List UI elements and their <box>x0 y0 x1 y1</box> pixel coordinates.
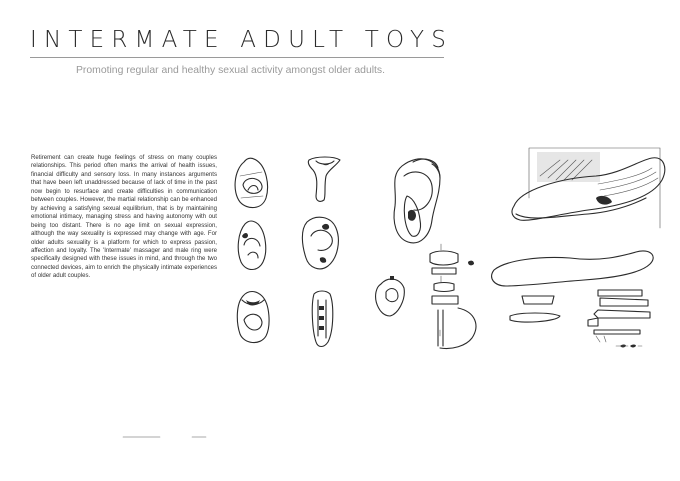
ring-exploded-sketch <box>376 244 476 349</box>
ring-angled-sketch <box>302 217 338 269</box>
massager-perspective-sketch <box>512 148 665 228</box>
page-subtitle: Promoting regular and healthy sexual activity amongst older adults. <box>76 65 385 76</box>
ring-top-sketch <box>237 292 269 343</box>
ring-front-sketch <box>235 158 267 207</box>
page-title: INTERMATE ADULT TOYS <box>30 27 454 53</box>
ring-cutaway-sketch <box>308 157 340 201</box>
ring-side-sketch <box>238 221 266 270</box>
ring-grip-sketch <box>312 291 333 347</box>
description-paragraph: Retirement can create huge feelings of stress on many couples relationships. This period often marks the arrival of health issues, financial difficulty and sensory loss. In many instances arguments that have been left unaddressed because of lack of time in the past now begin to resurface and create difficulties in communication between couples. However, the martial relationship can be enhanced by achieving a satisfying sexual equilibrium, that is by maintaining emotional intimacy, managing stress and having autonomy with out being too distant. There is no age limit on sexual expression, although the way sexuality is expressed may change with age. For older adults sexuality is a platform for which to express passion, affection and loyalty. The 'Intermate' massager and male ring were specifically designed with these issues in mind, and through the two connected devices, aim to enrich the physically intimate experiences of older adult couples. <box>31 155 217 280</box>
massager-exploded-sketch <box>492 251 654 348</box>
ring-perspective-sketch <box>394 159 440 243</box>
